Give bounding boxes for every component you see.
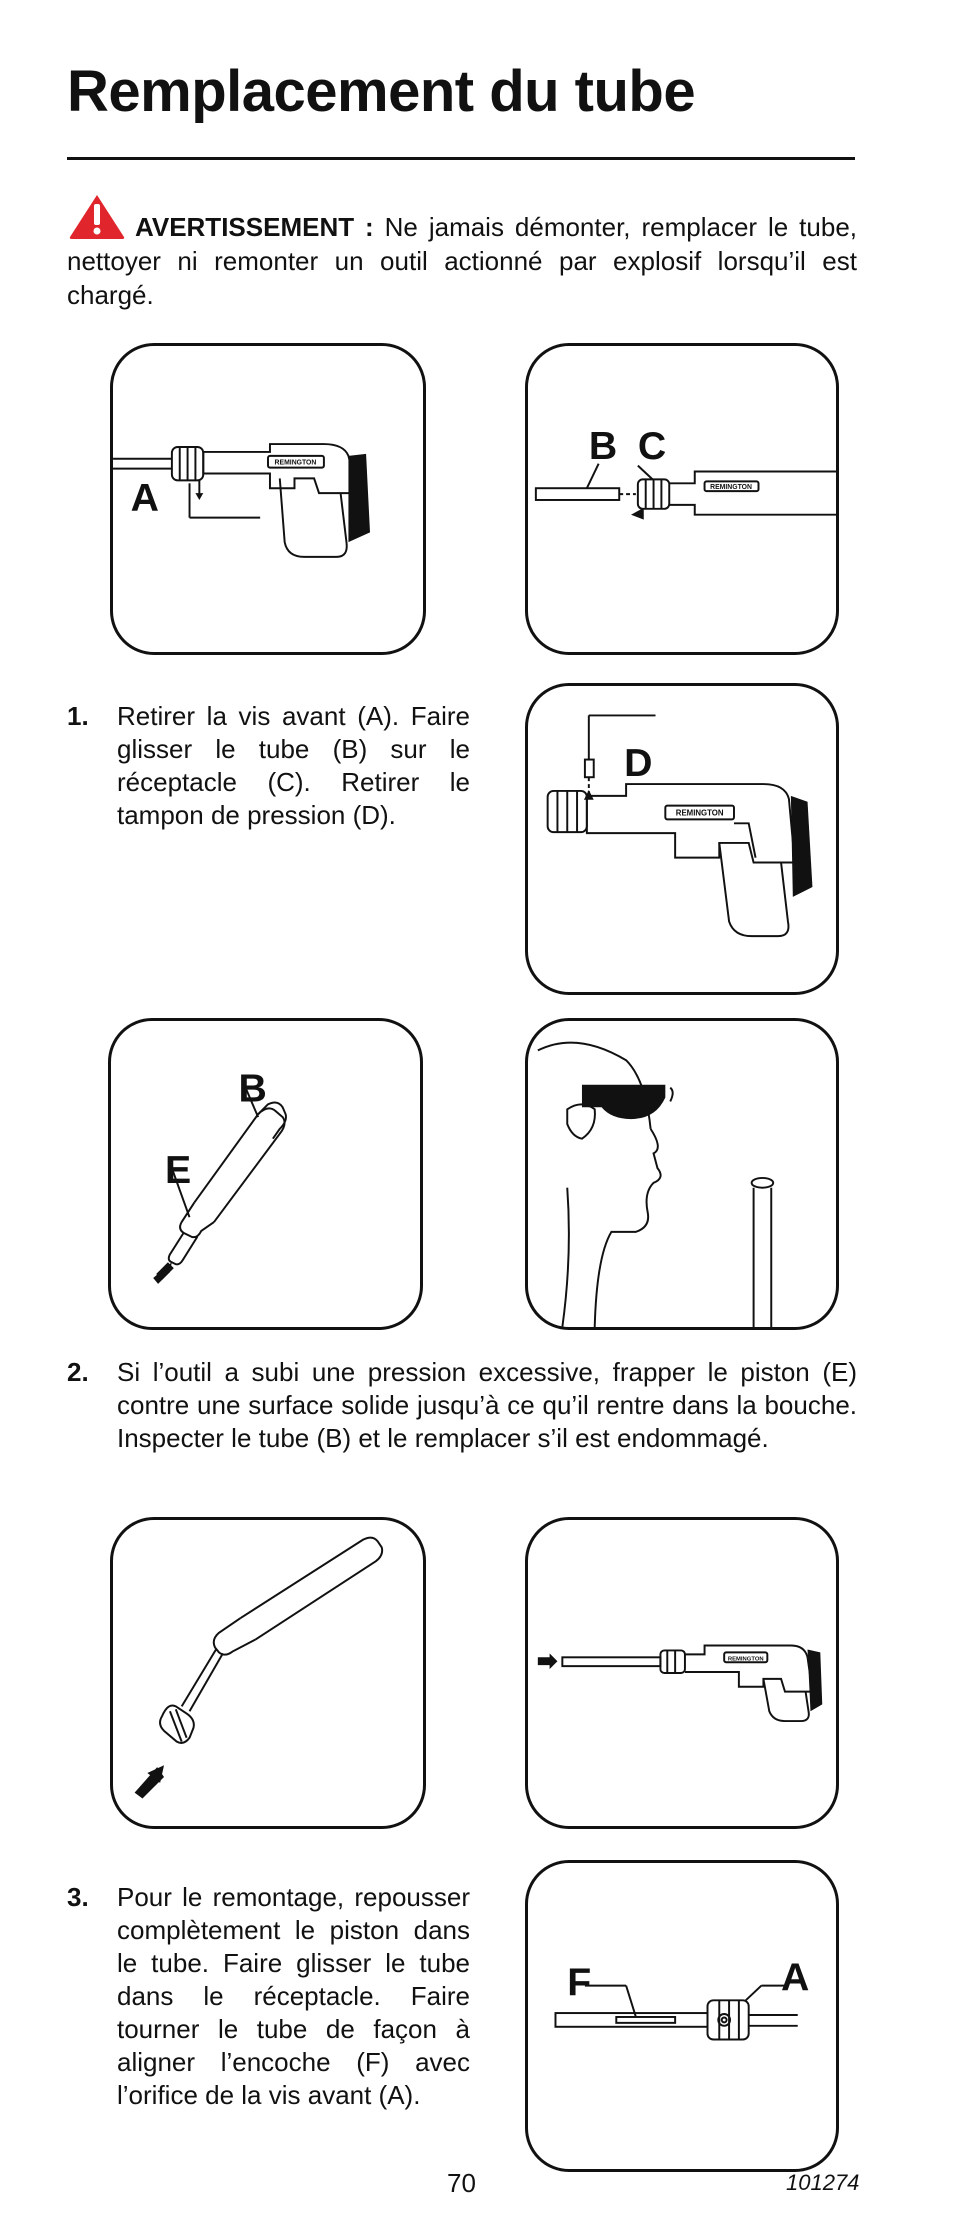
figure-piston-tube <box>108 1018 423 1330</box>
page-number: 70 <box>447 2168 476 2198</box>
piston-tube-illustration <box>111 1021 420 1327</box>
step-number: 2. <box>67 1357 89 1387</box>
figure-remove-front-screw <box>110 343 426 655</box>
label-b: B <box>588 423 618 468</box>
warning-block <box>67 192 857 312</box>
label-c: C <box>637 423 667 468</box>
warning-label: AVERTISSEMENT : <box>135 212 374 242</box>
step-text: Si l’outil a subi une pression excessive, frapper le piston (E) contre une surface solide jusqu’à ce qu’il rentre dans la bouche. Inspecter le tube (B) et le remplacer s’il est endommagé. <box>117 1357 857 1453</box>
brand-label: REMINGTON <box>675 808 724 818</box>
label-a: A <box>130 475 160 520</box>
warning-text: Ne jamais démonter, remplacer le tube, nettoyer ni remonter un outil actionné par explosif lorsqu’il est chargé. <box>67 212 857 310</box>
warning-triangle-icon <box>67 192 127 240</box>
label-f: F <box>567 1960 592 2005</box>
brand-label: REMINGTON <box>727 1656 764 1663</box>
tool-illustration <box>528 686 836 992</box>
label-e: E <box>164 1147 192 1192</box>
document-code: 101274 <box>786 2170 860 2195</box>
step-number: 3. <box>67 1882 89 1912</box>
label-d: D <box>624 741 653 786</box>
brand-label: REMINGTON <box>710 484 752 492</box>
notch-alignment-illustration <box>528 1863 836 2169</box>
figure-insert-tube <box>525 1517 839 1829</box>
figure-remove-pressure-pad <box>525 683 839 995</box>
tube-receptacle-illustration <box>528 346 836 652</box>
title-divider <box>67 157 855 160</box>
figure-slide-tube <box>525 343 839 655</box>
piston-push-illustration <box>113 1520 423 1826</box>
brand-label: REMINGTON <box>274 459 317 467</box>
step-text: Retirer la vis avant (A). Faire glisser le tube (B) sur le réceptacle (C). Retirer le tampon de pression (D). <box>117 701 470 830</box>
figure-align-notch <box>525 1860 839 2172</box>
inspector-illustration <box>528 1021 836 1327</box>
label-a: A <box>781 1955 810 2000</box>
label-b: B <box>238 1066 267 1111</box>
figure-push-piston <box>110 1517 426 1829</box>
step-text: Pour le remontage, repousser complètement le piston dans le tube. Faire glisser le tube dans le réceptacle. Faire tourner le tube de façon à aligner l’encoche (F) avec l’orifice de la vis avant (A). <box>117 1882 470 2110</box>
step-number: 1. <box>67 701 89 731</box>
page-title: Remplacement du tube <box>67 59 696 124</box>
figure-inspect-tube <box>525 1018 839 1330</box>
tool-insert-illustration <box>528 1520 836 1826</box>
tool-illustration <box>113 346 423 652</box>
